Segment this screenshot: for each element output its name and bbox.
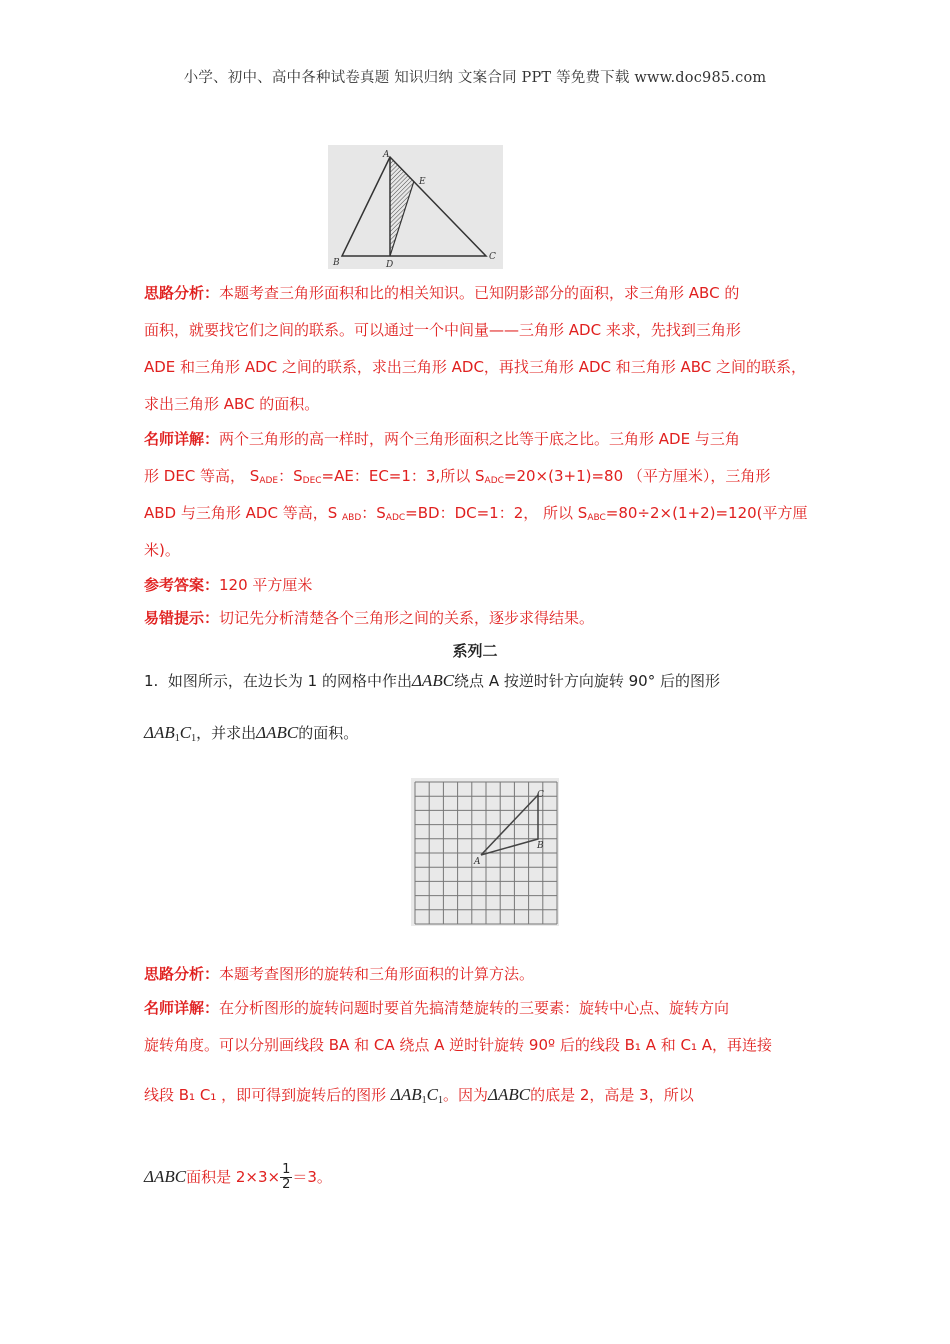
explain-2-line-2: 旋转角度。可以分别画线段 BA 和 CA 绕点 A 逆时针旋转 90º 后的线段 B₁ A 和 C₁ A，再连接 <box>144 1036 773 1054</box>
grid-svg <box>411 778 559 926</box>
grid-label-b: B <box>537 841 544 851</box>
math-part: C <box>426 1085 438 1104</box>
text: 面积是 2×3× <box>186 1168 281 1186</box>
math-part: C <box>179 723 192 742</box>
subscript: ADC <box>385 513 406 523</box>
label-c: C <box>489 252 496 262</box>
grid-label-a: A <box>474 857 481 867</box>
series-title: 系列二 <box>452 642 498 660</box>
math-part: ΔAB <box>144 723 175 742</box>
grid-label-c: C <box>537 790 544 800</box>
triangle-abc <box>342 157 486 256</box>
page-header: 小学、初中、高中各种试卷真题 知识归纳 文案合同 PPT 等免费下载 www.doc985.com <box>183 70 767 86</box>
text: =BD：DC=1：2， 所以 S <box>405 504 588 522</box>
text: ：S <box>278 467 303 485</box>
question-text-c: ，并求出 <box>196 724 257 742</box>
explain-1-line-3 <box>144 502 812 523</box>
question-line-2 <box>144 722 812 744</box>
math-abc-4: ΔABC <box>144 1167 187 1186</box>
text: 形 DEC 等高， S <box>144 467 260 485</box>
subscript: DEC <box>302 476 322 486</box>
subscript: ADC <box>484 476 504 486</box>
math-subscript: 1 <box>421 1095 427 1106</box>
triangle-figure-1 <box>328 145 503 269</box>
explain-1-label: 名师详解： <box>144 430 220 448</box>
explain-1-text-1: 两个三角形的高一样时，两个三角形面积之比等于底之比。三角形 ADE 与三角 <box>219 430 740 448</box>
math-abc: ΔABC <box>411 671 455 690</box>
subscript: ADE <box>259 476 279 486</box>
text: =AE：EC=1：3,所以 S <box>321 467 485 485</box>
analysis-1-line-2: 面积，就要找它们之间的联系。可以通过一个中间量——三角形 ADC 来求，先找到三角形 <box>144 321 741 339</box>
analysis-2-label: 思路分析： <box>144 965 220 983</box>
triangle-abc-svg <box>328 145 503 269</box>
explain-2-label: 名师详解： <box>144 999 220 1017</box>
math-ab1c1-2 <box>391 1085 443 1104</box>
question-text-b: 绕点 A 按逆时针方向旋转 90° 后的图形 <box>454 672 720 690</box>
math-subscript: 1 <box>437 1095 443 1106</box>
analysis-1-line-1 <box>144 282 812 303</box>
question-number: 1. <box>144 672 159 690</box>
tip-1-value: 切记先分析清楚各个三角形之间的关系，逐步求得结果。 <box>219 609 595 627</box>
text: =20×(3+1)=80 （平方厘米），三角形 <box>503 467 771 485</box>
text: 的底是 2，高是 3，所以 <box>530 1086 694 1104</box>
text: ABD 与三角形 ADC 等高，S <box>144 504 342 522</box>
explain-1-line-2 <box>144 465 812 486</box>
subscript: ABD <box>341 513 362 523</box>
tip-1-label: 易错提示： <box>144 609 220 627</box>
label-d: D <box>386 260 394 269</box>
math-abc-2: ΔABC <box>256 723 299 742</box>
question-text-a: 如图所示，在边长为 1 的网格中作出 <box>167 672 412 690</box>
analysis-1-line-4: 求出三角形 ABC 的面积。 <box>144 395 320 413</box>
text: ：S <box>361 504 386 522</box>
math-ab1c1 <box>144 723 196 742</box>
analysis-2 <box>144 963 812 984</box>
grid-figure-2 <box>411 778 559 926</box>
question-text-d: 的面积。 <box>298 724 359 742</box>
answer-1-label: 参考答案： <box>144 576 220 594</box>
fraction-denominator: 2 <box>282 1177 291 1192</box>
analysis-1-text-1: 本题考查三角形面积和比的相关知识。已知阴影部分的面积，求三角形 ABC 的 <box>219 284 740 302</box>
shaded-triangle-ade <box>390 157 414 256</box>
question-line-1 <box>144 670 812 691</box>
explain-1-line-1 <box>144 428 812 449</box>
fraction <box>280 1163 292 1192</box>
answer-1-value: 120 平方厘米 <box>219 576 313 594</box>
answer-1 <box>144 574 812 595</box>
analysis-1-line-3: ADE 和三角形 ADC 之间的联系，求出三角形 ADC，再找三角形 ADC 和三角形 ABC 之间的联系， <box>144 358 807 376</box>
math-subscript: 1 <box>174 733 180 744</box>
tip-1 <box>144 607 812 628</box>
text: =80÷2×(1+2)=120(平方厘 <box>605 504 808 522</box>
math-abc-3: ΔABC <box>488 1085 531 1104</box>
analysis-2-value: 本题考查图形的旋转和三角形面积的计算方法。 <box>219 965 535 983</box>
math-part: ΔAB <box>390 1085 422 1104</box>
label-e: E <box>419 177 426 187</box>
explain-2-text-1: 在分析图形的旋转问题时要首先搞清楚旋转的三要素：旋转中心点、旋转方向 <box>219 999 730 1017</box>
explain-2-line-4 <box>144 1163 812 1192</box>
label-b: B <box>333 258 340 268</box>
label-a: A <box>383 150 390 160</box>
subscript: ABC <box>587 513 606 523</box>
analysis-1-label: 思路分析： <box>144 284 220 302</box>
fraction-numerator: 1 <box>282 1162 291 1177</box>
explain-2-line-1 <box>144 997 812 1018</box>
math-subscript: 1 <box>191 733 197 744</box>
explain-2-line-3 <box>144 1084 812 1106</box>
text: 。因为 <box>442 1086 488 1104</box>
explain-1-line-4: 米)。 <box>144 541 180 559</box>
text: ＝3。 <box>292 1168 332 1186</box>
text: 线段 B₁ C₁ ，即可得到旋转后的图形 <box>144 1086 387 1104</box>
